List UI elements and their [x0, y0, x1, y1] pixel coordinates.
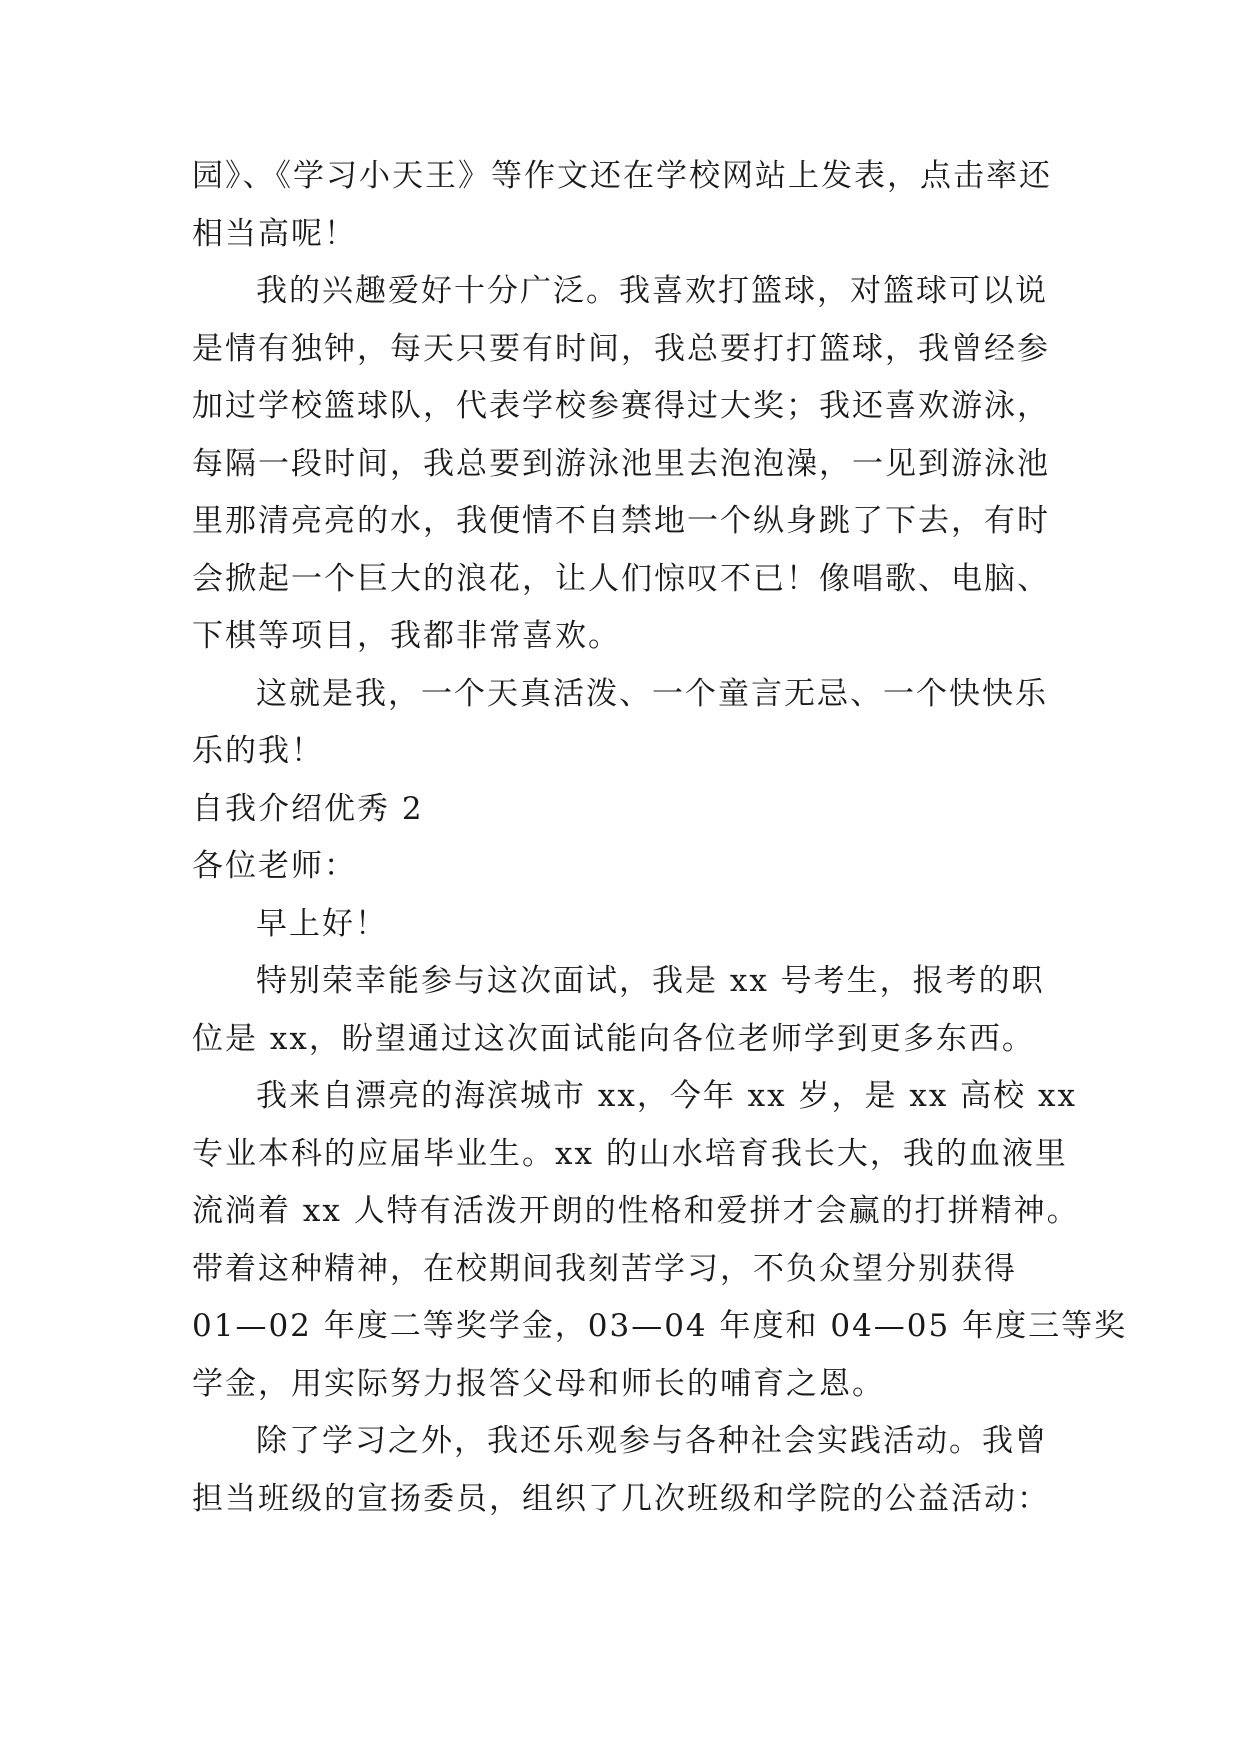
greeting: 早上好！	[256, 905, 388, 942]
section-title: 自我介绍优秀 2	[192, 790, 424, 827]
paragraph-first-line: 这就是我，一个天真活泼、一个童言无忌、一个快快乐	[256, 675, 1048, 712]
paragraph-line: 加过学校篮球队，代表学校参赛得过大奖；我还喜欢游泳，	[192, 388, 1050, 424]
paragraph-line: 01—02 年度二等奖学金，03—04 年度和 04—05 年度三等奖	[192, 1308, 1128, 1344]
paragraph-line: 专业本科的应届毕业生。xx 的山水培育我长大，我的血液里	[192, 1135, 1068, 1172]
paragraph-line: 会掀起一个巨大的浪花，让人们惊叹不已！像唱歌、电脑、	[192, 560, 1050, 597]
paragraph-first-line: 我来自漂亮的海滨城市 xx，今年 xx 岁，是 xx 高校 xx	[256, 1078, 1077, 1114]
paragraph-line: 担当班级的宣扬委员，组织了几次班级和学院的公益活动：	[192, 1480, 1050, 1517]
document-body	[192, 148, 1128, 1528]
salutation: 各位老师：	[192, 848, 357, 884]
paragraph-first-line: 特别荣幸能参与这次面试，我是 xx 号考生，报考的职	[256, 963, 1045, 999]
paragraph-line: 园》、《学习小天王》等作文还在学校网站上发表，点击率还	[192, 158, 1052, 194]
paragraph-line: 是情有独钟，每天只要有时间，我总要打打篮球，我曾经参	[192, 330, 1050, 367]
paragraph-line: 里那清亮亮的水，我便情不自禁地一个纵身跳了下去，有时	[192, 503, 1050, 539]
paragraph-line: 位是 xx，盼望通过这次面试能向各位老师学到更多东西。	[192, 1020, 1035, 1057]
paragraph-line: 相当高呢！	[192, 215, 357, 252]
paragraph-line: 下棋等项目，我都非常喜欢。	[192, 618, 621, 654]
paragraph-line: 每隔一段时间，我总要到游泳池里去泡泡澡，一见到游泳池	[192, 445, 1050, 482]
paragraph-line: 流淌着 xx 人特有活泼开朗的性格和爱拼才会赢的打拼精神。	[192, 1193, 1080, 1229]
paragraph-first-line: 除了学习之外，我还乐观参与各种社会实践活动。我曾	[256, 1423, 1048, 1459]
paragraph-line: 带着这种精神，在校期间我刻苦学习，不负众望分别获得	[192, 1250, 1017, 1287]
paragraph-line: 学金，用实际努力报答父母和师长的哺育之恩。	[192, 1365, 885, 1402]
paragraph-first-line: 我的兴趣爱好十分广泛。我喜欢打篮球，对篮球可以说	[256, 273, 1048, 309]
paragraph-line: 乐的我！	[192, 733, 324, 769]
